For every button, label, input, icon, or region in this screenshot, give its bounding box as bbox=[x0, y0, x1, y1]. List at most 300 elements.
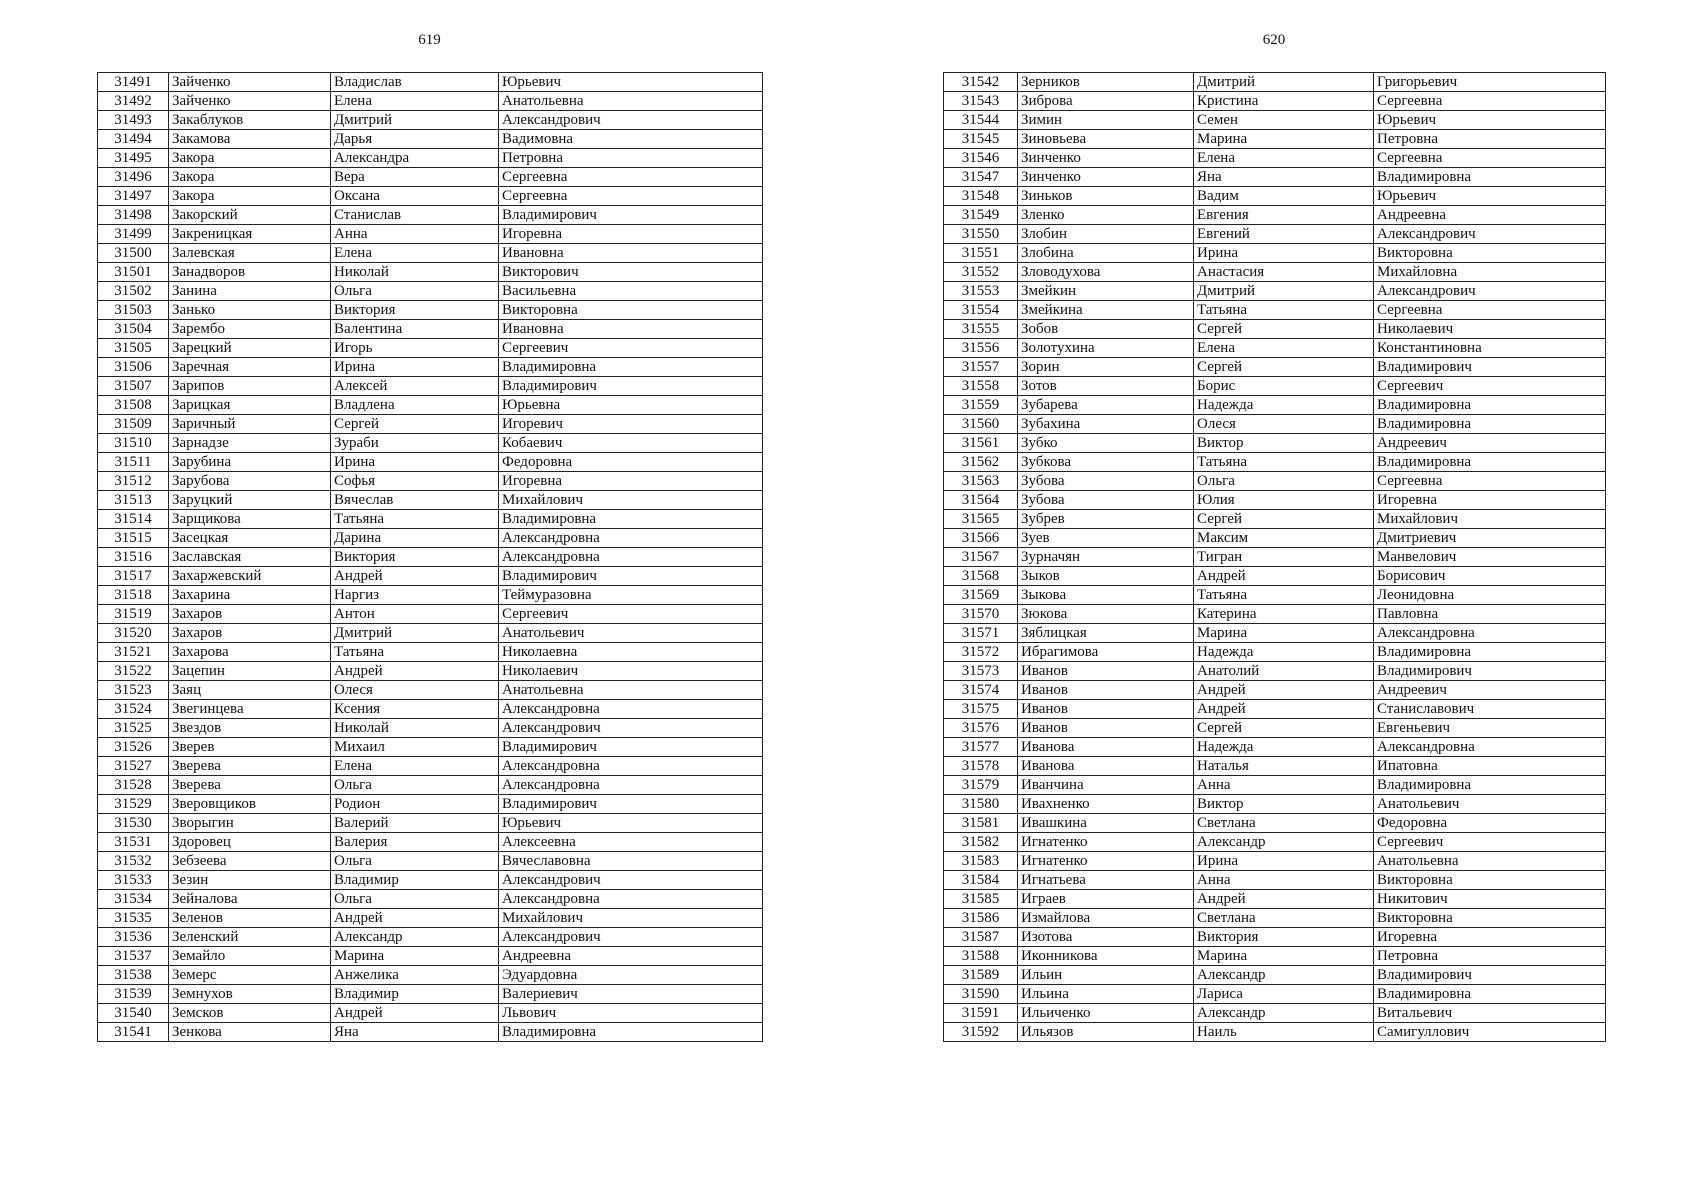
patronymic-cell: Евгеньевич bbox=[1374, 719, 1606, 738]
record-number-cell: 31553 bbox=[944, 282, 1018, 301]
surname-cell: Зворыгин bbox=[169, 814, 331, 833]
first-name-cell: Юлия bbox=[1194, 491, 1374, 510]
first-name-cell: Татьяна bbox=[1194, 453, 1374, 472]
first-name-cell: Татьяна bbox=[331, 643, 499, 662]
surname-cell: Иванов bbox=[1018, 719, 1194, 738]
surname-cell: Засецкая bbox=[169, 529, 331, 548]
surname-cell: Заричный bbox=[169, 415, 331, 434]
surname-cell: Заяц bbox=[169, 681, 331, 700]
page-number: 619 bbox=[418, 32, 441, 48]
first-name-cell: Андрей bbox=[331, 1004, 499, 1023]
record-number-cell: 31518 bbox=[98, 586, 169, 605]
patronymic-cell: Анатольевна bbox=[499, 681, 763, 700]
patronymic-cell: Сергеевна bbox=[1374, 472, 1606, 491]
table-row bbox=[98, 263, 763, 282]
record-number-cell: 31561 bbox=[944, 434, 1018, 453]
table-row bbox=[98, 681, 763, 700]
patronymic-cell: Владимировна bbox=[1374, 453, 1606, 472]
record-number-cell: 31493 bbox=[98, 111, 169, 130]
record-number-cell: 31589 bbox=[944, 966, 1018, 985]
patronymic-cell: Владимировна bbox=[1374, 776, 1606, 795]
first-name-cell: Татьяна bbox=[1194, 301, 1374, 320]
patronymic-cell: Леонидовна bbox=[1374, 586, 1606, 605]
table-row bbox=[944, 491, 1606, 510]
first-name-cell: Сергей bbox=[331, 415, 499, 434]
first-name-cell: Наргиз bbox=[331, 586, 499, 605]
table-row bbox=[98, 928, 763, 947]
record-number-cell: 31554 bbox=[944, 301, 1018, 320]
table-row bbox=[98, 244, 763, 263]
record-number-cell: 31499 bbox=[98, 225, 169, 244]
patronymic-cell: Теймуразовна bbox=[499, 586, 763, 605]
table-row bbox=[944, 947, 1606, 966]
patronymic-cell: Владимировна bbox=[1374, 396, 1606, 415]
record-number-cell: 31573 bbox=[944, 662, 1018, 681]
table-row bbox=[944, 396, 1606, 415]
surname-cell: Зиброва bbox=[1018, 92, 1194, 111]
surname-cell: Зубко bbox=[1018, 434, 1194, 453]
table-row bbox=[98, 149, 763, 168]
table-row bbox=[944, 833, 1606, 852]
record-number-cell: 31525 bbox=[98, 719, 169, 738]
record-number-cell: 31579 bbox=[944, 776, 1018, 795]
record-number-cell: 31546 bbox=[944, 149, 1018, 168]
first-name-cell: Зураби bbox=[331, 434, 499, 453]
table-row bbox=[98, 776, 763, 795]
first-name-cell: Николай bbox=[331, 263, 499, 282]
record-number-cell: 31575 bbox=[944, 700, 1018, 719]
surname-cell: Измайлова bbox=[1018, 909, 1194, 928]
surname-cell: Зенкова bbox=[169, 1023, 331, 1042]
first-name-cell: Виктор bbox=[1194, 795, 1374, 814]
record-number-cell: 31496 bbox=[98, 168, 169, 187]
surname-cell: Зарубова bbox=[169, 472, 331, 491]
patronymic-cell: Валериевич bbox=[499, 985, 763, 1004]
record-number-cell: 31502 bbox=[98, 282, 169, 301]
first-name-cell: Ксения bbox=[331, 700, 499, 719]
surname-cell: Заславская bbox=[169, 548, 331, 567]
table-row bbox=[944, 358, 1606, 377]
record-number-cell: 31498 bbox=[98, 206, 169, 225]
surname-cell: Ибрагимова bbox=[1018, 643, 1194, 662]
patronymic-cell: Владимирович bbox=[499, 738, 763, 757]
surname-cell: Зотов bbox=[1018, 377, 1194, 396]
surname-cell: Закаблуков bbox=[169, 111, 331, 130]
table-row bbox=[98, 320, 763, 339]
first-name-cell: Лариса bbox=[1194, 985, 1374, 1004]
surname-cell: Закорский bbox=[169, 206, 331, 225]
patronymic-cell: Александровна bbox=[1374, 624, 1606, 643]
first-name-cell: Елена bbox=[331, 757, 499, 776]
record-number-cell: 31532 bbox=[98, 852, 169, 871]
patronymic-cell: Андреевна bbox=[499, 947, 763, 966]
first-name-cell: Владлена bbox=[331, 396, 499, 415]
surname-cell: Зарипов bbox=[169, 377, 331, 396]
patronymic-cell: Игоревна bbox=[499, 225, 763, 244]
patronymic-cell: Сергеевна bbox=[1374, 301, 1606, 320]
first-name-cell: Надежда bbox=[1194, 396, 1374, 415]
table-row bbox=[98, 282, 763, 301]
first-name-cell: Ольга bbox=[331, 890, 499, 909]
patronymic-cell: Сергеевич bbox=[1374, 377, 1606, 396]
first-name-cell: Александр bbox=[331, 928, 499, 947]
table-row bbox=[98, 852, 763, 871]
first-name-cell: Валерий bbox=[331, 814, 499, 833]
patronymic-cell: Владимирович bbox=[1374, 358, 1606, 377]
patronymic-cell: Михайлович bbox=[499, 909, 763, 928]
patronymic-cell: Ипатовна bbox=[1374, 757, 1606, 776]
first-name-cell: Анна bbox=[1194, 776, 1374, 795]
table-row bbox=[944, 928, 1606, 947]
table-row bbox=[944, 909, 1606, 928]
surname-cell: Зимин bbox=[1018, 111, 1194, 130]
surname-cell: Зяблицкая bbox=[1018, 624, 1194, 643]
surname-cell: Иванчина bbox=[1018, 776, 1194, 795]
patronymic-cell: Александрович bbox=[499, 871, 763, 890]
first-name-cell: Наталья bbox=[1194, 757, 1374, 776]
first-name-cell: Антон bbox=[331, 605, 499, 624]
surname-cell: Зайченко bbox=[169, 73, 331, 92]
record-number-cell: 31586 bbox=[944, 909, 1018, 928]
record-number-cell: 31584 bbox=[944, 871, 1018, 890]
table-row bbox=[944, 719, 1606, 738]
record-number-cell: 31533 bbox=[98, 871, 169, 890]
patronymic-cell: Юрьевич bbox=[1374, 111, 1606, 130]
patronymic-cell: Вячеславовна bbox=[499, 852, 763, 871]
first-name-cell: Виктор bbox=[1194, 434, 1374, 453]
surname-cell: Ильиченко bbox=[1018, 1004, 1194, 1023]
patronymic-cell: Дмитриевич bbox=[1374, 529, 1606, 548]
table-row bbox=[944, 586, 1606, 605]
first-name-cell: Владислав bbox=[331, 73, 499, 92]
first-name-cell: Марина bbox=[1194, 947, 1374, 966]
first-name-cell: Ольга bbox=[331, 776, 499, 795]
first-name-cell: Марина bbox=[1194, 624, 1374, 643]
table-row bbox=[944, 548, 1606, 567]
table-row bbox=[944, 92, 1606, 111]
table-row bbox=[98, 795, 763, 814]
first-name-cell: Яна bbox=[1194, 168, 1374, 187]
patronymic-cell: Борисович bbox=[1374, 567, 1606, 586]
surname-cell: Зеленов bbox=[169, 909, 331, 928]
record-number-cell: 31539 bbox=[98, 985, 169, 1004]
surname-cell: Зурначян bbox=[1018, 548, 1194, 567]
first-name-cell: Татьяна bbox=[331, 510, 499, 529]
patronymic-cell: Михайловна bbox=[1374, 263, 1606, 282]
surname-cell: Земайло bbox=[169, 947, 331, 966]
first-name-cell: Елена bbox=[331, 92, 499, 111]
table-row bbox=[98, 567, 763, 586]
table-row bbox=[944, 282, 1606, 301]
first-name-cell: Дмитрий bbox=[1194, 282, 1374, 301]
first-name-cell: Андрей bbox=[331, 662, 499, 681]
patronymic-cell: Эдуардовна bbox=[499, 966, 763, 985]
first-name-cell: Ольга bbox=[331, 852, 499, 871]
patronymic-cell: Вадимовна bbox=[499, 130, 763, 149]
patronymic-cell: Петровна bbox=[1374, 130, 1606, 149]
first-name-cell: Олеся bbox=[331, 681, 499, 700]
surname-cell: Занина bbox=[169, 282, 331, 301]
table-row bbox=[944, 130, 1606, 149]
first-name-cell: Владимир bbox=[331, 985, 499, 1004]
patronymic-cell: Федоровна bbox=[499, 453, 763, 472]
table-row bbox=[98, 92, 763, 111]
surname-cell: Иванова bbox=[1018, 757, 1194, 776]
record-number-cell: 31565 bbox=[944, 510, 1018, 529]
first-name-cell: Игорь bbox=[331, 339, 499, 358]
surname-cell: Игнатенко bbox=[1018, 833, 1194, 852]
patronymic-cell: Станиславович bbox=[1374, 700, 1606, 719]
record-number-cell: 31564 bbox=[944, 491, 1018, 510]
first-name-cell: Владимир bbox=[331, 871, 499, 890]
first-name-cell: Николай bbox=[331, 719, 499, 738]
surname-cell: Земсков bbox=[169, 1004, 331, 1023]
record-number-cell: 31559 bbox=[944, 396, 1018, 415]
first-name-cell: Станислав bbox=[331, 206, 499, 225]
first-name-cell: Дмитрий bbox=[331, 111, 499, 130]
table-row bbox=[98, 301, 763, 320]
table-row bbox=[98, 472, 763, 491]
first-name-cell: Анжелика bbox=[331, 966, 499, 985]
patronymic-cell: Самигуллович bbox=[1374, 1023, 1606, 1042]
patronymic-cell: Игоревна bbox=[1374, 491, 1606, 510]
record-number-cell: 31572 bbox=[944, 643, 1018, 662]
surname-cell: Зарецкий bbox=[169, 339, 331, 358]
surname-cell: Изотова bbox=[1018, 928, 1194, 947]
patronymic-cell: Анатольевна bbox=[1374, 852, 1606, 871]
record-number-cell: 31569 bbox=[944, 586, 1018, 605]
patronymic-cell: Андреевич bbox=[1374, 681, 1606, 700]
surname-cell: Закора bbox=[169, 168, 331, 187]
record-number-cell: 31519 bbox=[98, 605, 169, 624]
surname-cell: Змейкин bbox=[1018, 282, 1194, 301]
patronymic-cell: Васильевна bbox=[499, 282, 763, 301]
record-number-cell: 31552 bbox=[944, 263, 1018, 282]
patronymic-cell: Петровна bbox=[1374, 947, 1606, 966]
patronymic-cell: Кобаевич bbox=[499, 434, 763, 453]
surname-cell: Земерс bbox=[169, 966, 331, 985]
registry-table bbox=[97, 72, 763, 1042]
record-number-cell: 31522 bbox=[98, 662, 169, 681]
first-name-cell: Виктория bbox=[1194, 928, 1374, 947]
patronymic-cell: Анатольевич bbox=[1374, 795, 1606, 814]
patronymic-cell: Александровна bbox=[499, 776, 763, 795]
table-row bbox=[98, 396, 763, 415]
patronymic-cell: Юрьевич bbox=[499, 73, 763, 92]
first-name-cell: Надежда bbox=[1194, 643, 1374, 662]
record-number-cell: 31551 bbox=[944, 244, 1018, 263]
patronymic-cell: Владимировна bbox=[499, 510, 763, 529]
surname-cell: Звегинцева bbox=[169, 700, 331, 719]
record-number-cell: 31537 bbox=[98, 947, 169, 966]
record-number-cell: 31578 bbox=[944, 757, 1018, 776]
record-number-cell: 31562 bbox=[944, 453, 1018, 472]
surname-cell: Зубрев bbox=[1018, 510, 1194, 529]
first-name-cell: Ирина bbox=[1194, 852, 1374, 871]
surname-cell: Зарицкая bbox=[169, 396, 331, 415]
table-row bbox=[944, 320, 1606, 339]
table-row bbox=[98, 130, 763, 149]
patronymic-cell: Сергеевна bbox=[1374, 92, 1606, 111]
patronymic-cell: Никитович bbox=[1374, 890, 1606, 909]
first-name-cell: Валерия bbox=[331, 833, 499, 852]
table-row bbox=[944, 187, 1606, 206]
record-number-cell: 31492 bbox=[98, 92, 169, 111]
first-name-cell: Виктория bbox=[331, 301, 499, 320]
first-name-cell: Алексей bbox=[331, 377, 499, 396]
table-row bbox=[98, 453, 763, 472]
table-row bbox=[944, 168, 1606, 187]
surname-cell: Зарнадзе bbox=[169, 434, 331, 453]
surname-cell: Звездов bbox=[169, 719, 331, 738]
patronymic-cell: Александрович bbox=[499, 111, 763, 130]
surname-cell: Игнатенко bbox=[1018, 852, 1194, 871]
table-row bbox=[944, 567, 1606, 586]
surname-cell: Зайченко bbox=[169, 92, 331, 111]
table-row bbox=[944, 453, 1606, 472]
record-number-cell: 31568 bbox=[944, 567, 1018, 586]
first-name-cell: Светлана bbox=[1194, 909, 1374, 928]
record-number-cell: 31544 bbox=[944, 111, 1018, 130]
record-number-cell: 31557 bbox=[944, 358, 1018, 377]
first-name-cell: Елена bbox=[1194, 339, 1374, 358]
table-row bbox=[944, 149, 1606, 168]
patronymic-cell: Витальевич bbox=[1374, 1004, 1606, 1023]
first-name-cell: Анна bbox=[1194, 871, 1374, 890]
first-name-cell: Семен bbox=[1194, 111, 1374, 130]
record-number-cell: 31501 bbox=[98, 263, 169, 282]
first-name-cell: Марина bbox=[1194, 130, 1374, 149]
table-row bbox=[944, 624, 1606, 643]
record-number-cell: 31574 bbox=[944, 681, 1018, 700]
record-number-cell: 31592 bbox=[944, 1023, 1018, 1042]
surname-cell: Занько bbox=[169, 301, 331, 320]
surname-cell: Зверева bbox=[169, 757, 331, 776]
record-number-cell: 31494 bbox=[98, 130, 169, 149]
table-row bbox=[98, 814, 763, 833]
record-number-cell: 31549 bbox=[944, 206, 1018, 225]
table-row bbox=[98, 187, 763, 206]
patronymic-cell: Сергеевна bbox=[1374, 149, 1606, 168]
record-number-cell: 31580 bbox=[944, 795, 1018, 814]
patronymic-cell: Игоревич bbox=[499, 415, 763, 434]
table-row bbox=[944, 795, 1606, 814]
record-number-cell: 31570 bbox=[944, 605, 1018, 624]
patronymic-cell: Владимирович bbox=[1374, 966, 1606, 985]
first-name-cell: Михаил bbox=[331, 738, 499, 757]
record-number-cell: 31505 bbox=[98, 339, 169, 358]
patronymic-cell: Владимировна bbox=[1374, 168, 1606, 187]
first-name-cell: Андрей bbox=[1194, 700, 1374, 719]
table-row bbox=[944, 301, 1606, 320]
table-row bbox=[98, 947, 763, 966]
patronymic-cell: Григорьевич bbox=[1374, 73, 1606, 92]
table-row bbox=[944, 700, 1606, 719]
surname-cell: Зарембо bbox=[169, 320, 331, 339]
table-row bbox=[944, 662, 1606, 681]
surname-cell: Зезин bbox=[169, 871, 331, 890]
surname-cell: Зубова bbox=[1018, 472, 1194, 491]
table-row bbox=[98, 605, 763, 624]
patronymic-cell: Александровна bbox=[499, 700, 763, 719]
record-number-cell: 31529 bbox=[98, 795, 169, 814]
surname-cell: Иванов bbox=[1018, 700, 1194, 719]
table-row bbox=[944, 244, 1606, 263]
patronymic-cell: Сергеевич bbox=[499, 339, 763, 358]
table-row bbox=[944, 339, 1606, 358]
table-row bbox=[98, 643, 763, 662]
first-name-cell: Валентина bbox=[331, 320, 499, 339]
record-number-cell: 31583 bbox=[944, 852, 1018, 871]
patronymic-cell: Юрьевич bbox=[499, 814, 763, 833]
table-row bbox=[98, 339, 763, 358]
record-number-cell: 31497 bbox=[98, 187, 169, 206]
record-number-cell: 31515 bbox=[98, 529, 169, 548]
record-number-cell: 31536 bbox=[98, 928, 169, 947]
patronymic-cell: Викторовна bbox=[499, 301, 763, 320]
patronymic-cell: Владимирович bbox=[499, 206, 763, 225]
surname-cell: Закамова bbox=[169, 130, 331, 149]
table-row bbox=[98, 985, 763, 1004]
first-name-cell: Сергей bbox=[1194, 320, 1374, 339]
table-row bbox=[98, 206, 763, 225]
table-row bbox=[944, 605, 1606, 624]
table-row bbox=[98, 719, 763, 738]
patronymic-cell: Викторовна bbox=[1374, 244, 1606, 263]
record-number-cell: 31534 bbox=[98, 890, 169, 909]
record-number-cell: 31514 bbox=[98, 510, 169, 529]
surname-cell: Зеленский bbox=[169, 928, 331, 947]
patronymic-cell: Павловна bbox=[1374, 605, 1606, 624]
first-name-cell: Родион bbox=[331, 795, 499, 814]
patronymic-cell: Викторович bbox=[499, 263, 763, 282]
table-row bbox=[944, 225, 1606, 244]
patronymic-cell: Владимирович bbox=[499, 795, 763, 814]
patronymic-cell: Викторовна bbox=[1374, 909, 1606, 928]
table-row bbox=[944, 890, 1606, 909]
table-row bbox=[98, 491, 763, 510]
first-name-cell: Андрей bbox=[331, 567, 499, 586]
surname-cell: Иванов bbox=[1018, 662, 1194, 681]
patronymic-cell: Федоровна bbox=[1374, 814, 1606, 833]
table-row bbox=[98, 624, 763, 643]
table-row bbox=[98, 662, 763, 681]
surname-cell: Ивахненко bbox=[1018, 795, 1194, 814]
surname-cell: Зинченко bbox=[1018, 168, 1194, 187]
surname-cell: Иконникова bbox=[1018, 947, 1194, 966]
patronymic-cell: Алексеевна bbox=[499, 833, 763, 852]
record-number-cell: 31547 bbox=[944, 168, 1018, 187]
patronymic-cell: Сергеевна bbox=[499, 168, 763, 187]
first-name-cell: Анастасия bbox=[1194, 263, 1374, 282]
first-name-cell: Сергей bbox=[1194, 510, 1374, 529]
record-number-cell: 31587 bbox=[944, 928, 1018, 947]
surname-cell: Закора bbox=[169, 187, 331, 206]
patronymic-cell: Игоревна bbox=[1374, 928, 1606, 947]
table-row bbox=[98, 434, 763, 453]
first-name-cell: Софья bbox=[331, 472, 499, 491]
record-number-cell: 31577 bbox=[944, 738, 1018, 757]
patronymic-cell: Юрьевна bbox=[499, 396, 763, 415]
table-row bbox=[944, 529, 1606, 548]
record-number-cell: 31512 bbox=[98, 472, 169, 491]
patronymic-cell: Александровна bbox=[499, 757, 763, 776]
record-number-cell: 31582 bbox=[944, 833, 1018, 852]
table-row bbox=[98, 415, 763, 434]
table-row bbox=[944, 111, 1606, 130]
first-name-cell: Ирина bbox=[1194, 244, 1374, 263]
patronymic-cell: Константиновна bbox=[1374, 339, 1606, 358]
